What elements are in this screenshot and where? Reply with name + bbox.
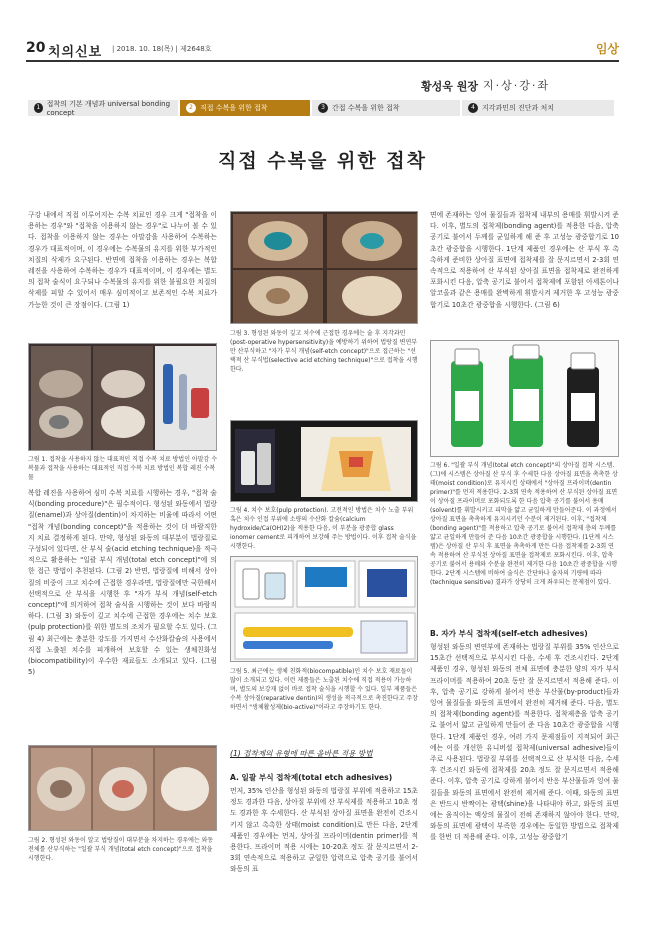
section-label: 임상 <box>595 42 619 56</box>
col2-paragraph: 먼저, 35% 인산을 형성된 와동의 법랑질 부위에 적용하고 15초 정도 경과한 다음, 상아질 부위에 산 부식제를 적용하고 10초 정도 경과한 후 수세한다. 산 부식된 상아질 표면을 완전히 건조시키지 않고 촉촉한 상태(moist condition)로 만든 다음, 2단계 제품인 경우에는 먼저, 상아질 프라이머(dentin primer)를 적용한다. 프라이머 적용 시에는 10-20초 정도 잘 문지르면서 2-3회 연속적으로 적용하고 균일한 압력으로 압축 공기를 불어서 와동의 표 <box>230 787 418 874</box>
subhead-total-etch: A. 일괄 부식 접착제(total etch adhesives) <box>230 773 393 782</box>
figure-3-caption: 그림 3. 형성된 와동이 깊고 치수에 근접한 경우에는 술 후 지각과민(post-operative hypersensitivity)을 예방하기 위하여 법랑질 변연부만 산부식하고 "자가 부식 개념(self-etch concept)"으로 접근하는 "선택적 산 부식법(selective acid etching technique)"으로 접착을 시행한다. <box>230 330 418 373</box>
figure-2-photo <box>28 745 217 831</box>
figure-3-photo <box>230 211 418 324</box>
tab-part-1: 1 접착의 기본 개념과 universal bonding concept <box>28 100 178 116</box>
page-header <box>26 40 619 58</box>
col3-paragraph-1: 면에 존재하는 잉여 물질들과 접착제 내부의 용매를 휘발시켜 준다. 이후, 별도의 접착제(bonding agent)를 적용한 다음, 압축 공기로 불어서 두께를 균일하게 해 준 후 고성능 광중합기로 10초간 광중합을 시행한다. 1단계 제품인 경우에는 산 부식 후 촉촉하게 준비한 상아질 표면에 접착제를 잘 문지르면서 2-3회 연속적으로 적용하여 산 부식된 상아질 표면을 접착제로 완전하게 포화시킨 다음, 압축 공기로 불어서 접착제에 포함된 아세톤이나 알코올과 같은 용매를 완벽하게 휘발시켜 제거한 후 고성능 광중합기로 10초간 광중합을 시행한다. (그림 6) <box>430 211 619 309</box>
figure-1-photo <box>28 343 217 451</box>
series-label: 지·상·강·좌 <box>483 79 550 92</box>
author-name: 황성욱 원장 <box>421 80 478 93</box>
tab-part-4: 4 지각과민의 진단과 처치 <box>462 100 614 116</box>
article-title: 직접 수복을 위한 접착 <box>217 150 428 172</box>
header-rule <box>26 60 619 62</box>
figure-1-caption: 그림 1. 접착을 사용하지 않는 대표적인 직접 수복 치료 방법인 아말감 수복물과 접착을 사용하는 대표적인 직접 수복 치료 방법인 복합 레진 수복물 <box>28 456 217 481</box>
col1-paragraph-1: 구강 내에서 직접 이루어지는 수복 치료인 경우 크게 "접착을 이용하는 경우"와 "접착을 이용하지 않는 경우"로 나누어 볼 수 있다. 접착을 이용하지 않는 경우는 아말감을 사용하여 수복하는 경우가 대표적이며, 이 경우에는 수복물의 유지를 위한 부가적인 치질의 삭제가 요구된다. 반면에 접착을 이용하는 경우는 복합 레진을 사용하여 수복하는 경우가 대표적이며, 이 경우에는 별도의 접착 술식이 요구되나 수복물의 유지를 위한 불필요한 치질의 삭제를 피할 수 있어서 매우 심미적이고 보존적인 수복 치료가 가능한 것이 큰 장점이다. (그림 1) <box>28 211 217 309</box>
col1-paragraph-2: 복합 레진을 사용하여 심미 수복 치료를 시행하는 경우, "접착 술식(bonding procedure)"은 필수적이다. 형성된 와동에서 법랑질(enamel)과 상아질(dentin)이 차지하는 비율에 따라서 어떤 "접착 개념(bonding concept)"을 적용하는 것이 더 바람직한지 치료 결정하게 된다. 만약, 형성된 와동의 대부분이 법랑질로 구성되어 있다면, 산 부식 술(acid etching technique)을 적극적으로 활용하는 "일괄 부식 개념(total etch concept)"에 의한 접근 방법이 추천된다. (그림 2) 반면, 법랑질에 비해서 상아질의 비중이 크고 치수에 근접한 경우라면, 법랑질에만 국한해서 선택적으로 산 부식을 시행한 후 "자가 부식 개념(self-etch concept)"에 의거하여 접착 술식을 시행하는 것이 보다 바람직하다. (그림 3) 와동이 깊고 치수에 근접한 경우에는 치수 보호(pulp protection)를 위한 별도의 조치가 필요할 수도 있다. (그림 4) 최근에는 충분한 강도를 가지면서 수산화칼슘의 사용에서 직접 노출된 치수를 피개하여 보호할 수 있는 생체친화성(biocompatibility)이 우수한 재료들도 소개되고 있다. (그림 5) <box>28 489 217 677</box>
tab-part-2: 2 직접 수복을 위한 접착 <box>180 100 310 116</box>
figure-5-caption: 그림 5. 최근에는 생체 친화적(biocompatible)인 치수 보호 재료들이 많이 소개되고 있다. 이런 제품들은 노출된 치수에 직접 적용이 가능하며, 별도의 보강재 없이 바로 접착 술식을 시행할 수 있다. 일부 제품들은 수복 상아질(reparative dentin)의 생성을 적극적으로 촉진한다고 주장하면서 "생체활성제(bio-active)"이라고 주장하기도 한다. <box>230 668 418 711</box>
page-number: 20 <box>26 40 46 56</box>
figure-4-photo <box>230 420 418 502</box>
series-tabs <box>28 100 618 116</box>
figure-6-photo <box>430 340 619 457</box>
figure-4-caption: 그림 4. 치수 보호(pulp protection). 고전적인 방법은 치수 노출 부위 혹은 치수 인접 부위에 소량의 수산화 칼슘(calcium hydroxide/Ca(OH)2)을 적용한 다음, 이 부분을 광중합 glass ionomer cement로 피개하여 보강해 주는 방법이다. 이후 접착 술식을 시행한다. <box>230 507 417 550</box>
tab-part-3: 3 간접 수복을 위한 접착 <box>312 100 460 116</box>
figure-2-caption: 그림 2. 형성된 와동이 알고 법랑질이 대부분을 차지하는 경우에는 와동 전체를 산부식하는 "일괄 부식 개념(total etch concept)"으로 접착을 시행한다. <box>28 837 214 862</box>
figure-5-photo <box>230 556 418 662</box>
newspaper-name: 치의신보 <box>48 45 103 60</box>
col3-paragraph-2: 형성된 와동의 변연부에 존재하는 법랑질 부위를 35% 인산으로 15초간 선택적으로 부식시킨 다음, 수세 후 건조시킨다. 2단계 제품인 경우, 형성된 와동의 전체 표면에 충분한 양의 자가 부식 프라이머를 적용하여 20초 동안 잘 문지르면서 적용해 준다. 이후, 압축 공기로 강하게 불어서 반응 부산물(by-product)들과 잉여 물질들을 와동의 표면에서 완전히 제거해 준다. 다음, 별도의 접착제(bonding agent)를 적용한다. 접착제층을 압축 공기로 불어서 얇고 균일하게 만들어 준 다음 10초간 광중합을 시행한다. 1단계 제품인 경우, 여러 가지 문제점들이 지적되어 최근에는 이를 개선한 유니버셜 접착제(universal adhesive)들이 주로 사용된다. 법랑질 부위를 선택적으로 산 부식한 다음, 수세 후 건조시킨 와동에 접착제를 20초 정도 잘 문지르면서 적용해 준다. 이후, 압축 공기로 강하게 불어서 반응 부산물들과 잉여 물질들을 와동의 표면에서 완전히 제거해 준다. 이때, 와동의 표면은 반드시 반짝이는 광택(shine)을 나타내야 하고, 와동의 표면에는 움직이는 액상의 물질이 전혀 존재하지 않아야 한다. 만약, 와동의 표면에 광택이 부족한 경우에는 동일한 방법으로 접착제를 한번 더 적용해 준다. 이후, 고성능 광중합기 <box>430 643 619 842</box>
subhead-self-etch: B. 자가 부식 접착제(self-etch adhesives) <box>430 629 588 638</box>
subhead-adhesive-types: (1) 접착제의 유형에 따른 올바른 적용 방법 <box>230 749 373 758</box>
figure-6-caption: 그림 6. "일괄 부식 개념(total etch concept)"의 상아질 접착 시스템. (그)에 시스템은 상아질 산 부식 후 수세한 다음 상아질 표면을 촉촉한 상태(moist condition)로 유지시킨 상태에서 "상아질 프라이머(dentin primer)"를 먼저 적용한다. 2-3회 연속 적용하여 산 부식된 상아질 표면이 상아질 프라이머로 포화되도록 한 다음 압축 공기를 불어서 용매(solvent)를 휘발시키고 피막을 얇고 균일하게 만들어준다. 이 과정에서 상아질 표면을 촉촉하게 유지시키던 수분이 제거된다. 이후, "접착제(bonding agent)"를 적용하고 압축 공기로 불어서 접착제 층의 두께를 얇고 균일하게 만들어 준 다음 10초간 광중합을 시행한다. (1단계 시스템)은 상아질 산 부식 후 표면을 촉촉하게 만든 다음 접착제를 2-3회 연속 적용하여 산 부식된 상아질 표면을 접착제로 포화시킨다. 이후, 압축 공기로 불어서 용매와 수분을 완전히 제거한 다음 10초간 광중합을 시행한다. 2단계 시스템에 비하여 술식은 간단하나 술자의 기량에 따라(technique sensitive) 결과가 상당히 크게 좌우되는 문제점이 있다. <box>430 462 618 586</box>
issue-info: | 2018. 10. 18(목) | 제2648호 <box>112 45 212 53</box>
